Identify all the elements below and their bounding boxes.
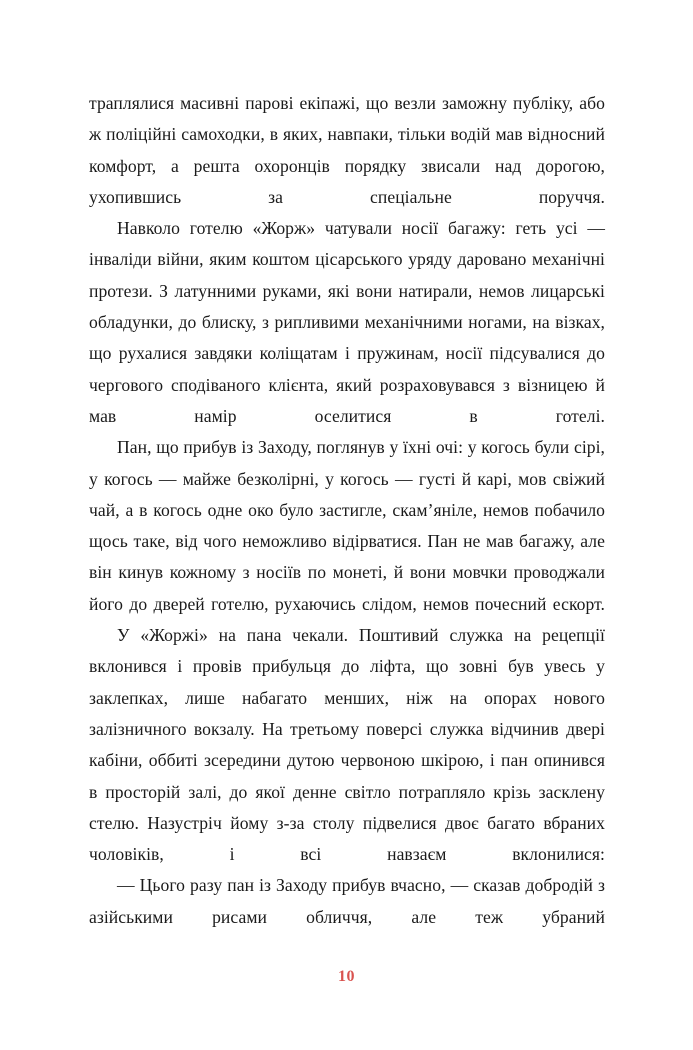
paragraph-dialogue: — Цього разу пан із Заходу прибув вчасно, — сказав добродій з азійськими рисами обличчя, але теж убраний <box>89 875 605 927</box>
page-text-block <box>89 88 605 933</box>
paragraph: Пан, що прибув із Заходу, поглянув у їхні очі: у когось були сірі, у когось — майже безколірні, у когось — густі й карі, мов свіжий чай, а в когось одне око було застигле, скам’яніле, немов побачило щось таке, від чого неможливо відірватися. Пан не мав багажу, але він кинув кожному з носіїв по монеті, й вони мовчки проводжали його до дверей готелю, рухаючись слідом, немов почесний ескорт. <box>89 437 605 614</box>
paragraph: У «Жоржі» на пана чекали. Поштивий служка на рецепції вклонився і провів прибульця до ліфта, що зовні був увесь у заклепках, лише набагато менших, ніж на опорах нового залізничного вокзалу. На третьому поверсі служка відчинив двері кабіни, оббиті зсередини дутою червоною шкірою, і пан опинився в просторій залі, до якої денне світло потрапляло крізь засклену стелю. Назустріч йому з-за столу підвелися двоє багато вбраних чоловіків, і всі навзаєм вклонилися: <box>89 625 605 865</box>
page-number: 10 <box>338 968 355 985</box>
paragraph-continued: траплялися масивні парові екіпажі, що везли заможну публіку, або ж поліційні самоходки, в яких, навпаки, тільки водій мав відносний комфорт, а решта охоронців порядку звисали над дорогою, ухопившись за спеціальне поруччя. <box>89 93 605 207</box>
paragraph: Навколо готелю «Жорж» чатували носії багажу: геть усі — інваліди війни, яким коштом цісарського уряду даровано механічні протези. З латунними руками, які вони натирали, немов лицарські обладунки, до блиску, з рипливими механічними ногами, на візках, що рухалися завдяки коліщатам і пружинам, носії підсувалися до чергового сподіваного клієнта, який розраховувався з візницею й мав намір оселитися в готелі. <box>89 218 605 426</box>
